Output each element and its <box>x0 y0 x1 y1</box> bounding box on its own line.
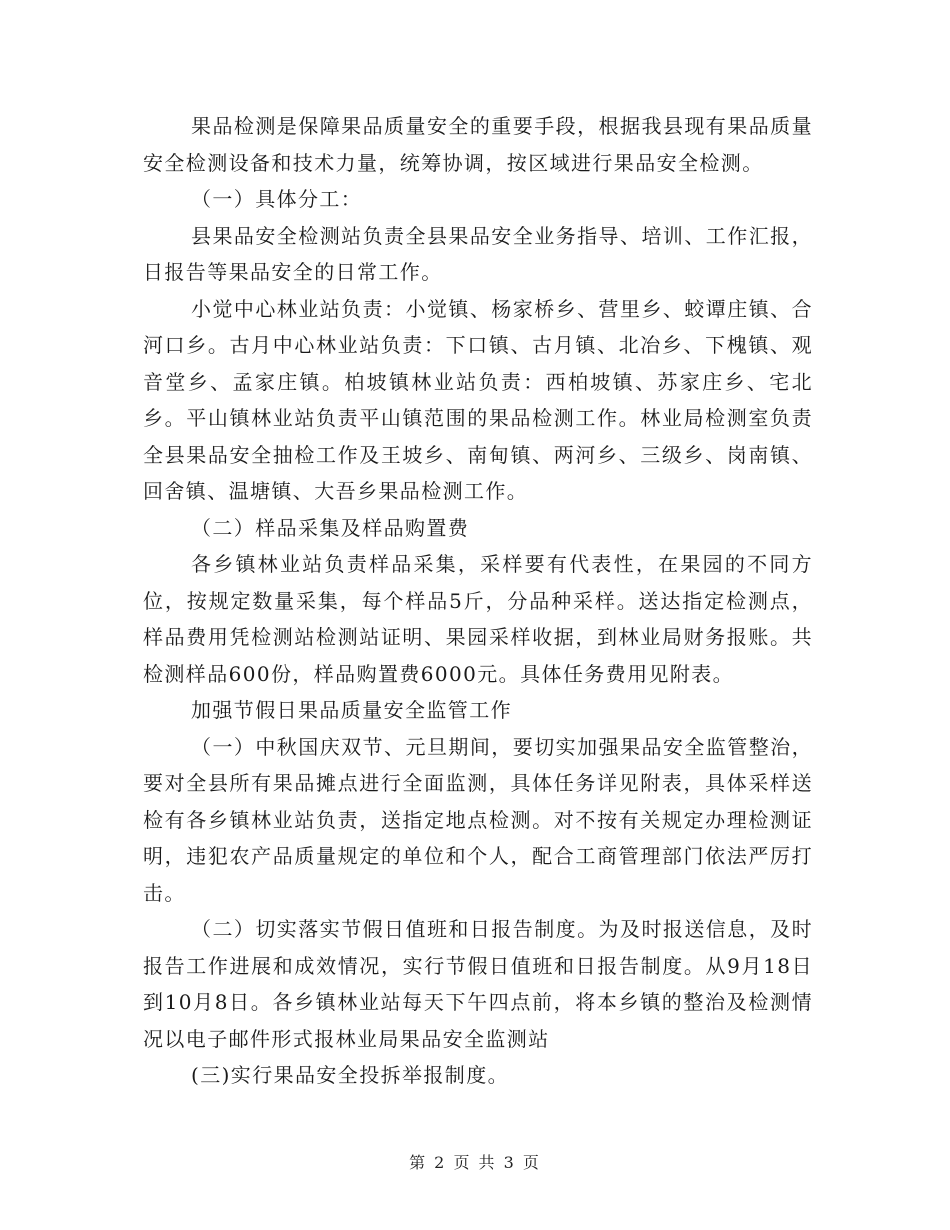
heading-sample-collection: （二）样品采集及样品购置费 <box>191 515 470 540</box>
heading-holiday-supervision: 加强节假日果品质量安全监管工作 <box>191 698 512 722</box>
paragraph-holiday-inspection: （一）中秋国庆双节、元旦期间，要切实加强果品安全监管整治，要对全县所有果品摊点进行全面监测，具体任务详见附表，具体采样送检有各乡镇林业站负责，送指定地点检测。对不按有关规定办理检测证明，违犯农产品质量规定的单位和个人，配合工商管理部门依法严厉打击。 <box>143 734 813 905</box>
paragraph-sample-collection: 各乡镇林业站负责样品采集，采样要有代表性，在果园的不同方位，按规定数量采集，每个样品5斤，分品种采样。送达指定检测点，样品费用凭检测站检测站证明、果园采样收据，到林业局财务报账。共检测样品600份，样品购置费6000元。具体任务费用见附表。 <box>143 552 813 686</box>
paragraph-testing-intro: 果品检测是保障果品质量安全的重要手段，根据我县现有果品质量安全检测设备和技术力量，统筹协调，按区域进行果品安全检测。 <box>143 114 813 175</box>
paragraph-duty-reporting: （二）切实落实节假日值班和日报告制度。为及时报送信息，及时报告工作进展和成效情况，实行节假日值班和日报告制度。从9月18日到10月8日。各乡镇林业站每天下午四点前，将本乡镇的整治及检测情况以电子邮件形式报林业局果品安全监测站 <box>143 917 813 1051</box>
document-body <box>143 108 813 1094</box>
page-number-footer: 第 2 页 共 3 页 <box>409 1153 541 1172</box>
paragraph-county-station: 县果品安全检测站负责全县果品安全业务指导、培训、工作汇报，日报告等果品安全的日常工作。 <box>143 223 813 284</box>
heading-division-of-work: （一）具体分工： <box>191 187 363 211</box>
paragraph-station-assignments: 小觉中心林业站负责：小觉镇、杨家桥乡、营里乡、蛟谭庄镇、合河口乡。古月中心林业站负责：下口镇、古月镇、北冶乡、下槐镇、观音堂乡、孟家庄镇。柏坡镇林业站负责：西柏坡镇、苏家庄乡、宅北乡。平山镇林业站负责平山镇范围的果品检测工作。林业局检测室负责全县果品安全抽检工作及王坡乡、南甸镇、两河乡、三级乡、岗南镇、回舍镇、温塘镇、大吾乡果品检测工作。 <box>143 296 813 503</box>
paragraph-complaint-system: (三)实行果品安全投拆举报制度。 <box>191 1063 510 1087</box>
